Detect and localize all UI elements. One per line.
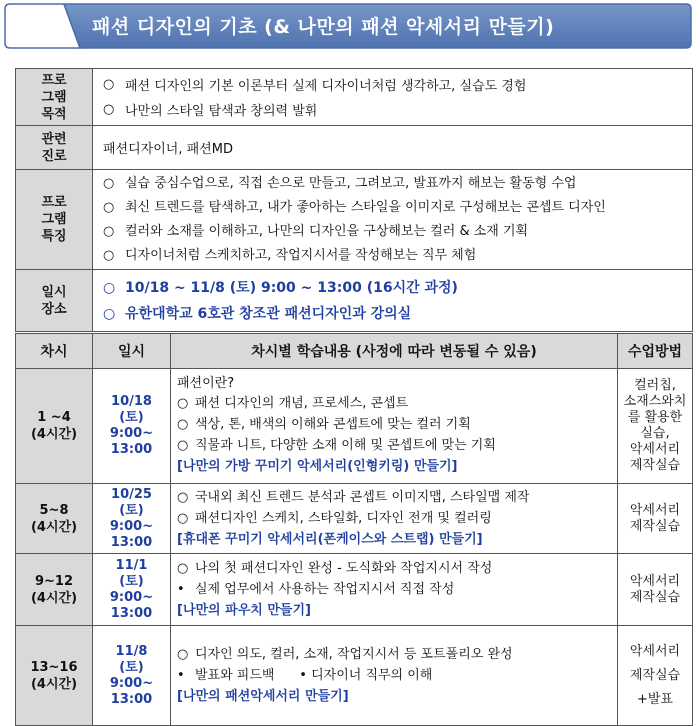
- session-method: 악세서리 제작실습: [618, 484, 693, 554]
- info-row-career: [16, 126, 693, 170]
- info-features-body: [93, 170, 693, 270]
- session-item-text: 디자인 의도, 컬러, 소재, 작업지시서 등 포트폴리오 완성: [195, 646, 513, 662]
- session-content: [171, 484, 618, 554]
- feature-line: ○ 최신 트렌드를 탐색하고, 내가 좋아하는 스타일을 이미지로 구성해보는 콘셉트 디자인: [103, 199, 606, 215]
- career-text: 패션디자이너, 패션MD: [93, 126, 693, 170]
- bullet-icon: ○: [177, 437, 189, 453]
- session-intro: 패션이란?: [177, 375, 235, 391]
- bullet-icon: ○: [177, 416, 189, 432]
- session-item-text: 실제 업무에서 사용하는 작업지시서 직접 작성: [195, 581, 455, 597]
- feature-line: ○ 컬러와 소재를 이해하고, 나만의 디자인을 구상해보는 컬러 & 소재 기획: [103, 223, 529, 239]
- session-header-row: [16, 334, 693, 369]
- session-method: 악세서리 제작실습 +발표: [618, 626, 693, 726]
- session-method: 악세서리 제작실습: [618, 554, 693, 626]
- session-item: [177, 665, 617, 686]
- session-item: [177, 435, 617, 456]
- session-item-text: 패션디자인 스케치, 스타일화, 디자인 전개 및 컬러링: [195, 510, 492, 526]
- session-project: [나만의 파우치 만들기]: [177, 602, 311, 618]
- bullet-icon: •: [177, 667, 185, 683]
- session-date: 11/1 (토) 9:00~ 13:00: [93, 554, 171, 626]
- session-row: [16, 369, 693, 484]
- info-row-schedule: [16, 270, 693, 332]
- header-content: 차시별 학습내용 (사정에 따라 변동될 수 있음): [171, 334, 618, 369]
- session-item-text: 나의 첫 패션디자인 완성 - 도식화와 작업지시서 작성: [195, 560, 493, 576]
- session-date: 10/18 (토) 9:00~ 13:00: [93, 369, 171, 484]
- session-row: [16, 554, 693, 626]
- session-item: [177, 393, 617, 414]
- purpose-line: ○ 패션 디자인의 기본 이론부터 실제 디자이너처럼 생각하고, 실습도 경험: [103, 77, 527, 94]
- session-number: 1 ~4 (4시간): [16, 369, 93, 484]
- feature-line: ○ 실습 중심수업으로, 직접 손으로 만들고, 그려보고, 발표까지 해보는 활동형 수업: [103, 175, 577, 191]
- info-label-career: 관련 진로: [16, 126, 93, 170]
- session-item: [177, 579, 617, 600]
- bullet-icon: ○: [177, 395, 189, 411]
- header-method: 수업방법: [618, 334, 693, 369]
- info-schedule-body: [93, 270, 693, 332]
- session-number: 5~8 (4시간): [16, 484, 93, 554]
- session-content: [171, 626, 618, 726]
- info-label-schedule: 일시 장소: [16, 270, 93, 332]
- session-item: [177, 414, 617, 435]
- session-item-text: 국내외 최신 트렌드 분석과 콘셉트 이미지맵, 스타일맵 제작: [195, 489, 530, 505]
- feature-line: ○ 디자이너처럼 스케치하고, 작업지시서를 작성해보는 직무 체험: [103, 247, 477, 263]
- schedule-line: ○ 10/18 ~ 11/8 (토) 9:00 ~ 13:00 (16시간 과정): [103, 279, 458, 296]
- header-session: 차시: [16, 334, 93, 369]
- info-purpose-body: [93, 69, 693, 126]
- session-item-text: 직물과 니트, 다양한 소재 이해 및 콘셉트에 맞는 기획: [195, 437, 496, 453]
- info-row-purpose: [16, 69, 693, 126]
- session-item: [177, 644, 617, 665]
- session-date: 11/8 (토) 9:00~ 13:00: [93, 626, 171, 726]
- session-item-text: 발표와 피드백 • 디자이너 직무의 이해: [195, 667, 433, 683]
- header-date: 일시: [93, 334, 171, 369]
- info-label-features: 프로 그램 특징: [16, 170, 93, 270]
- page-title: 패션 디자인의 기초 (& 나만의 패션 악세서리 만들기): [92, 16, 555, 38]
- info-label-purpose: 프로 그램 목적: [16, 69, 93, 126]
- program-info-table: [15, 68, 693, 332]
- session-item-text: 색상, 톤, 배색의 이해와 콘셉트에 맞는 컬러 기획: [195, 416, 471, 432]
- session-date: 10/25 (토) 9:00~ 13:00: [93, 484, 171, 554]
- session-item: [177, 487, 617, 508]
- session-number: 9~12 (4시간): [16, 554, 93, 626]
- title-banner: [4, 3, 692, 49]
- purpose-line: ○ 나만의 스타일 탐색과 창의력 발휘: [103, 102, 318, 119]
- session-content: [171, 369, 618, 484]
- session-item: [177, 558, 617, 579]
- session-row: [16, 484, 693, 554]
- bullet-icon: ○: [177, 646, 189, 662]
- bullet-icon: ○: [177, 560, 189, 576]
- session-row: [16, 626, 693, 726]
- bullet-icon: •: [177, 581, 185, 597]
- bullet-icon: ○: [177, 510, 189, 526]
- session-project: [휴대폰 꾸미기 악세서리(폰케이스와 스트랩) 만들기]: [177, 531, 483, 547]
- schedule-line: ○ 유한대학교 6호관 창조관 패션디자인과 강의실: [103, 305, 412, 322]
- session-schedule-table: [15, 333, 693, 726]
- session-item: [177, 508, 617, 529]
- session-content: [171, 554, 618, 626]
- session-item-text: 패션 디자인의 개념, 프로세스, 콘셉트: [195, 395, 409, 411]
- session-method: 컬러칩, 소재스와치 를 활용한 실습, 악세서리 제작실습: [618, 369, 693, 484]
- session-number: 13~16 (4시간): [16, 626, 93, 726]
- info-row-features: [16, 170, 693, 270]
- session-project: [나만의 가방 꾸미기 악세서리(인형키링) 만들기]: [177, 458, 458, 474]
- session-project: [나만의 패션악세서리 만들기]: [177, 688, 349, 704]
- bullet-icon: ○: [177, 489, 189, 505]
